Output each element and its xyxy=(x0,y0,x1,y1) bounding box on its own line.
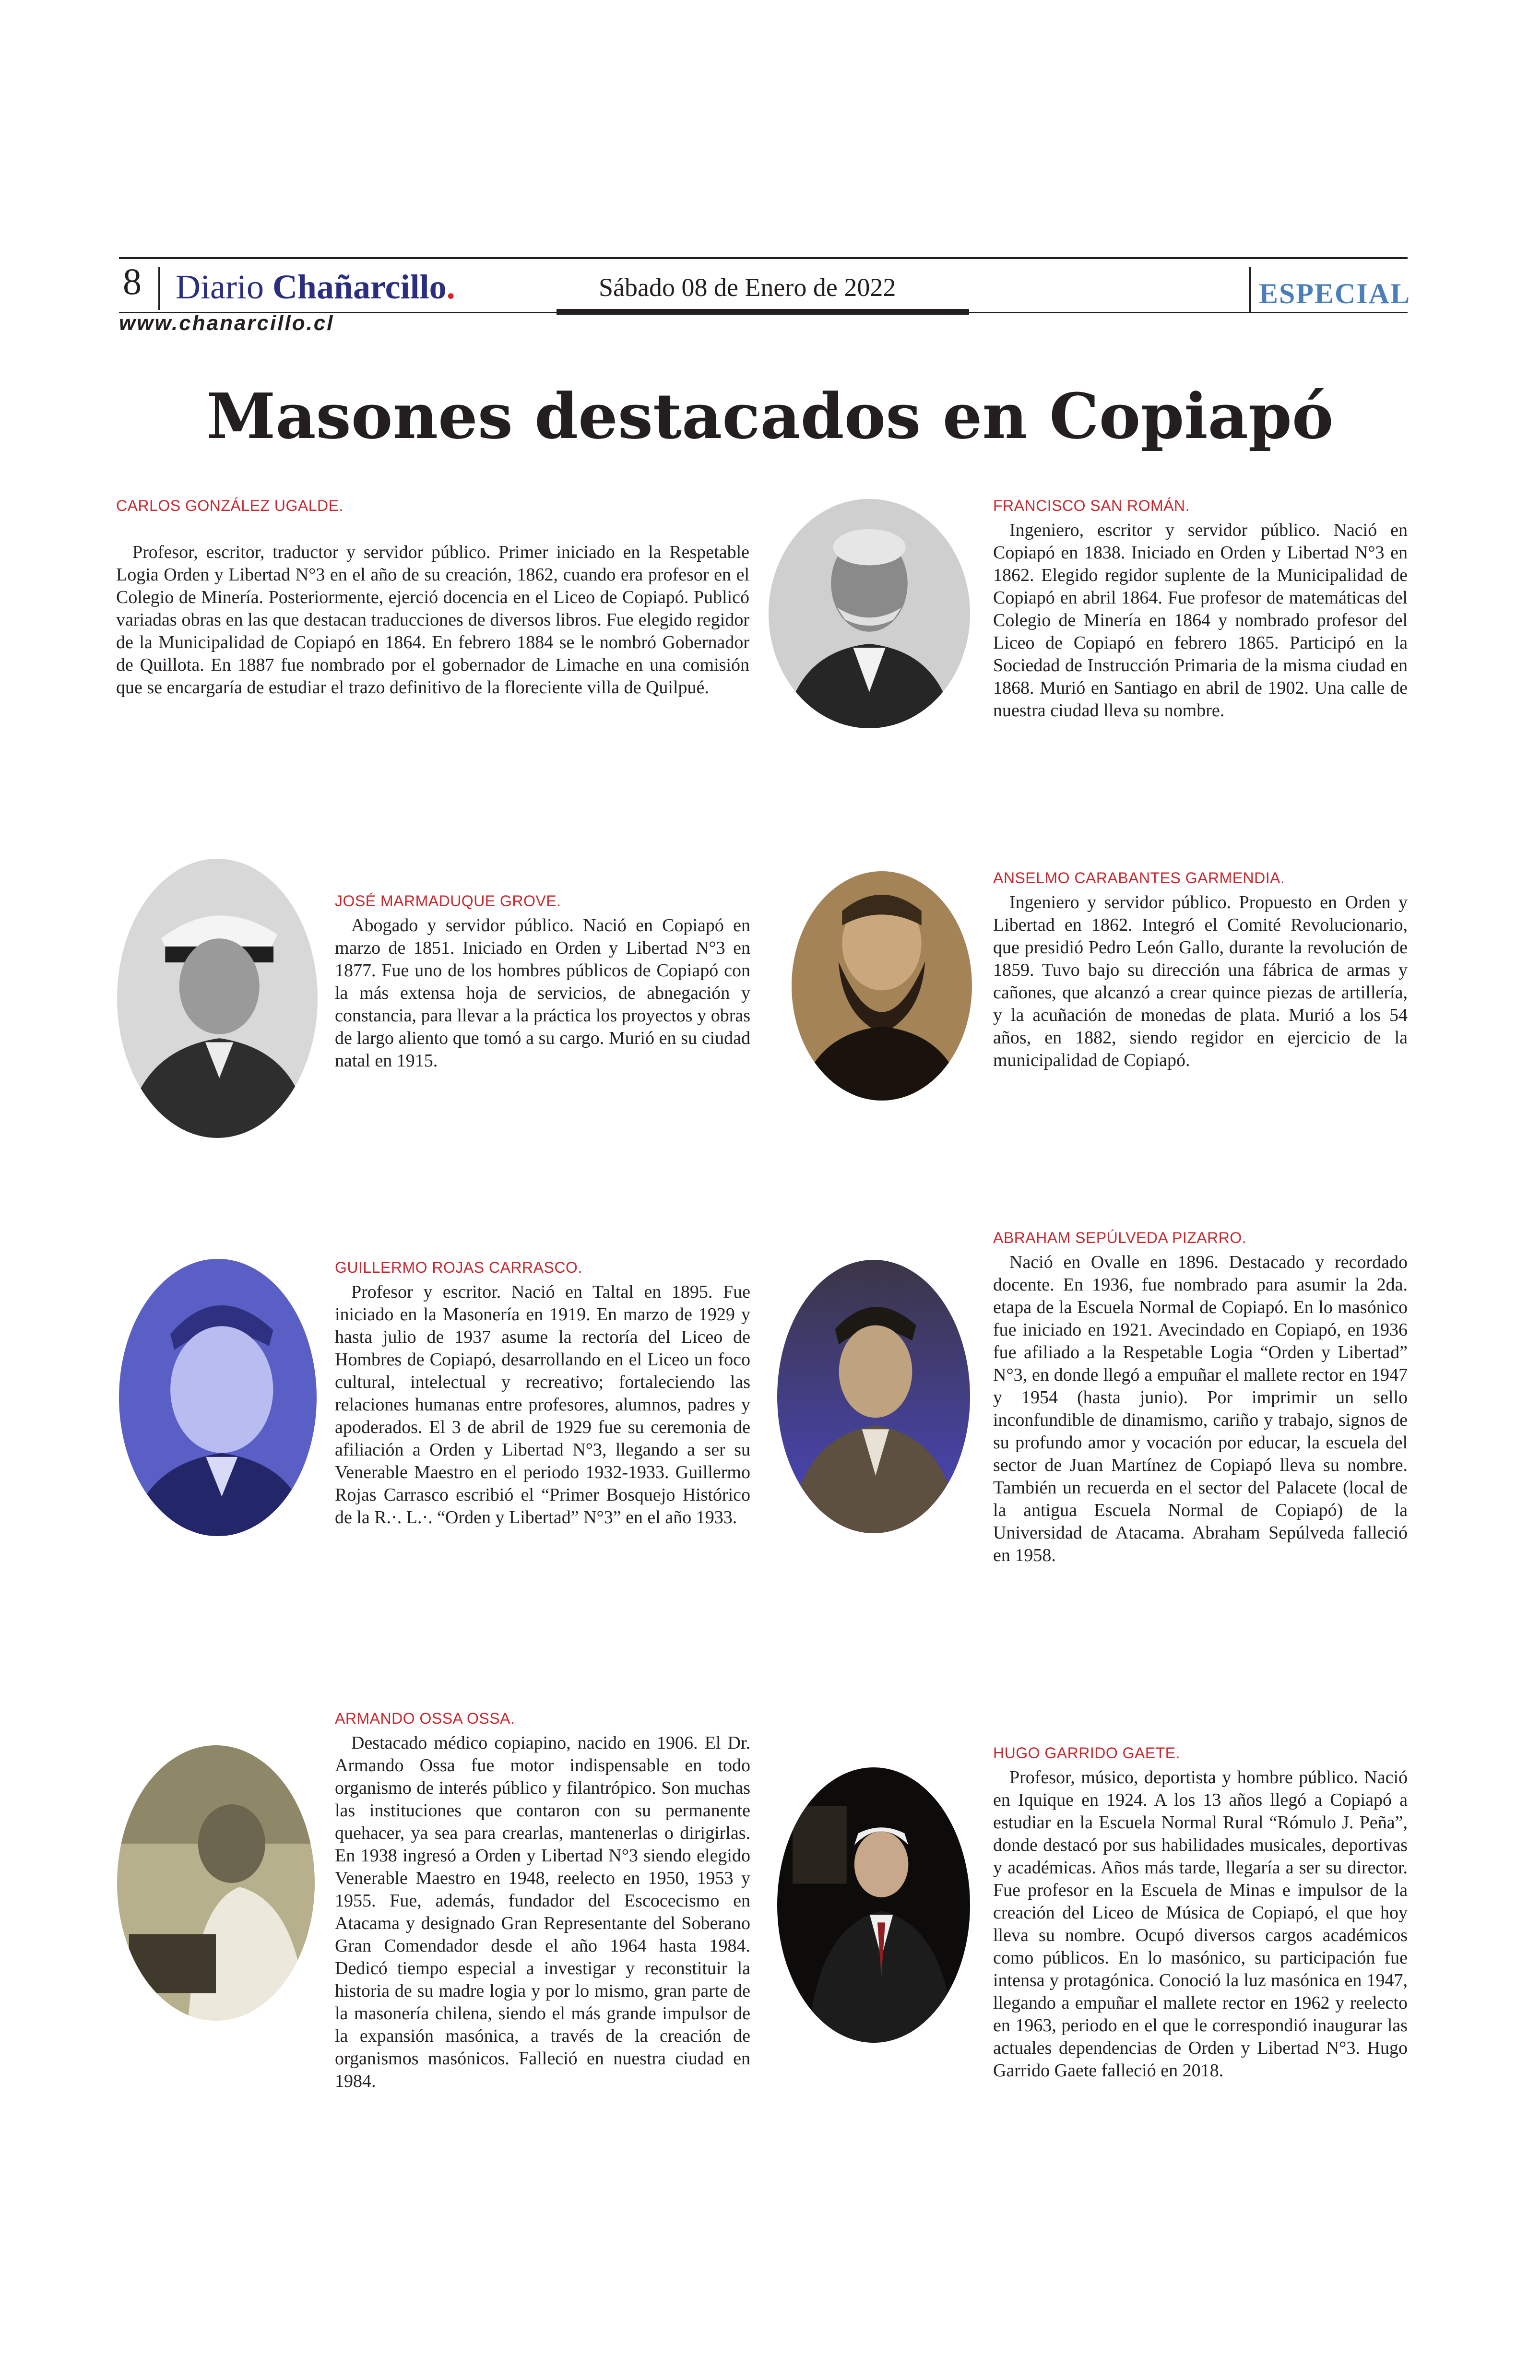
profile-name: ABRAHAM SEPÚLVEDA PIZARRO. xyxy=(993,1229,1247,1246)
newspaper-masthead xyxy=(176,270,455,304)
date-underline xyxy=(557,309,969,315)
profile-bio: Nació en Ovalle en 1896. Destacado y recordado docente. En 1936, fue nombrado para asumir la 2da. etapa de la Escuela Normal de Copiapó. En lo masónico fue iniciado en 1921. Avecindado en Copiapó, en 1936 fue afiliado a la Respetable Logia “Orden y Libertad” N°3, en donde llegó a empuñar el mallete rector en 1947 y 1954 (hasta junio). Por imprimir un sello inconfundible de dinamismo, cariño y trabajo, signos de su profundo amor y vocación por educar, la escuela del sector de Juan Martínez de Copiapó lleva su nombre. También un recuerda en el sector del Palacete (local de la antigua Escuela Normal de Copiapó) de la Universidad de Atacama. Abraham Sepúlveda falleció en 1958. xyxy=(993,1252,1408,1565)
profile-name: ANSELMO CARABANTES GARMENDIA. xyxy=(993,869,1285,887)
portrait-photo xyxy=(777,1767,970,2043)
page-number-divider xyxy=(158,267,160,310)
profile-name: FRANCISCO SAN ROMÁN. xyxy=(993,497,1190,514)
portrait-photo xyxy=(792,871,972,1101)
section-label: ESPECIAL xyxy=(1259,278,1411,309)
profile-name: HUGO GARRIDO GAETE. xyxy=(993,1744,1180,1762)
portrait-photo xyxy=(769,499,970,728)
profile-name: JOSÉ MARMADUQUE GROVE. xyxy=(335,892,561,910)
profile-bio: Profesor, músico, deportista y hombre público. Nació en Iquique en 1924. A los 13 años llegó a Copiapó a estudiar en la Escuela Normal Rural “Rómulo J. Peña”, donde destacó por sus habilidades musicales, deportivas y académicas. Años más tarde, llegaría a ser su director. Fue profesor en la Escuela de Minas e impulsor de la creación del Liceo de Música de Copiapó, el que hoy lleva su nombre. Ocupó diversos cargos académicos como públicos. En lo masónico, su participación fue intensa y protagónica. Conoció la luz masónica en 1947, llegando a empuñar el mallete rector en 1962 y reelecto en 1963, periodo en el que le correspondió inaugurar las actuales dependencias de Orden y Libertad N°3. Hugo Garrido Gaete falleció en 2018. xyxy=(993,1767,1408,2081)
masthead-dot: . xyxy=(446,268,455,306)
profile-bio: Destacado médico copiapino, nacido en 1906. El Dr. Armando Ossa fue motor indispensable en todo organismo de interés público y filantrópico. Son muchas las instituciones que contaron con su permanente quehacer, ya sea para crearlas, mantenerlas o dirigirlas. En 1938 ingresó a Orden y Libertad N°3 siendo elegido Venerable Maestro en 1948, reelecto en 1950, 1953 y 1955. Fue, además, fundador del Escocecismo en Atacama y designado Gran Representante del Soberano Gran Comendador desde el año 1964 hasta 1984. Dedicó tiempo especial a investigar y reconstituir la historia de su madre logia y por lo mismo, gran parte de la masonería chilena, siendo el más grande impulsor de la expansión masónica, a través de la creación de organismos masónicos. Falleció en nuestra ciudad en 1984. xyxy=(335,1733,750,2091)
header-top-rule xyxy=(119,257,1408,259)
section-divider xyxy=(1249,267,1251,312)
profile-name: GUILLERMO ROJAS CARRASCO. xyxy=(335,1259,582,1276)
portrait-photo xyxy=(117,1745,315,2021)
profile-bio: Ingeniero, escritor y servidor público. Nació en Copiapó en 1838. Iniciado en Orden y Libertad N°3 en 1862. Elegido regidor suplente de la Municipalidad de Copiapó en abril 1864. Fue profesor de matemáticas del Colegio de Minería en 1864 y nombrado profesor del Liceo de Copiapó en febrero 1865. Participó en la Sociedad de Instrucción Primaria de la misma ciudad en 1868. Murió en Santiago en abril de 1902. Una calle de nuestra ciudad lleva su nombre. xyxy=(993,520,1408,721)
profile-name: ARMANDO OSSA OSSA. xyxy=(335,1710,515,1727)
profile-name: CARLOS GONZÁLEZ UGALDE. xyxy=(116,497,344,514)
portrait-image xyxy=(777,1260,970,1533)
portrait-image xyxy=(769,499,970,728)
portrait-image xyxy=(117,1745,315,2021)
issue-date: Sábado 08 de Enero de 2022 xyxy=(599,273,896,302)
website-url: www.chanarcillo.cl xyxy=(119,311,334,335)
masthead-bold: Chañarcillo xyxy=(272,268,447,306)
portrait-image xyxy=(792,871,972,1101)
portrait-photo xyxy=(777,1260,970,1533)
page-number: 8 xyxy=(123,260,142,302)
masthead-regular: Diario xyxy=(176,268,272,306)
profile-bio: Ingeniero y servidor público. Propuesto en Orden y Libertad en 1862. Integró el Comité Revolucionario, que presidió Pedro León Gallo, durante la revolución de 1859. Tuvo bajo su dirección una fábrica de armas y cañones, que alcanzó a crear quince piezas de artillería, y la acuñación de monedas de plata. Murió a los 54 años, en 1882, siendo regidor en ejercicio de la municipalidad de Copiapó. xyxy=(993,892,1408,1070)
page-headline: Masones destacados en Copiapó xyxy=(206,379,1334,453)
profile-bio: Abogado y servidor público. Nació en Copiapó en marzo de 1851. Iniciado en Orden y Libertad N°3 en 1877. Fue uno de los hombres públicos de Copiapó con la más extensa hoja de servicios, de abnegación y constancia, para llevar a la práctica los proyectos y obras de largo aliento que tomó a su cargo. Murió en su ciudad natal en 1915. xyxy=(335,915,750,1071)
portrait-image xyxy=(777,1767,970,2043)
profile-bio: Profesor, escritor, traductor y servidor público. Primer iniciado en la Respetable Logia Orden y Libertad N°3 en el año de su creación, 1862, cuando era profesor en el Colegio de Minería. Posteriormente, ejerció docencia en el Liceo de Copiapó. Publicó variadas obras en las que destacan traducciones de diversos libros. Fue elegido regidor de la Municipalidad de Copiapó en 1864. En febrero 1884 se le nombró Gobernador de Quillota. En 1887 fue nombrado por el gobernador de Limache en una comisión que se encargaría de estudiar el trazo definitivo de la floreciente villa de Quilpué. xyxy=(116,542,749,698)
profile-bio: Profesor y escritor. Nació en Taltal en 1895. Fue iniciado en la Masonería en 1919. En marzo de 1929 y hasta julio de 1937 asume la rectoría del Liceo de Hombres de Copiapó, desarrollando en el Liceo un foco cultural, intelectual y recreativo; fortaleciendo las relaciones humanas entre profesores, alumnos, padres y apoderados. El 3 de abril de 1929 fue su ceremonia de afiliación a Orden y Libertad N°3, llegando a ser su Venerable Maestro en el periodo 1932-1933. Guillermo Rojas Carrasco escribió el “Primer Bosquejo Histórico de la R.·. L.·. “Orden y Libertad” N°3” en el año 1933. xyxy=(335,1282,750,1527)
portrait-image xyxy=(117,859,318,1138)
portrait-photo xyxy=(117,859,318,1138)
portrait-image xyxy=(119,1259,317,1536)
portrait-photo xyxy=(119,1259,317,1536)
